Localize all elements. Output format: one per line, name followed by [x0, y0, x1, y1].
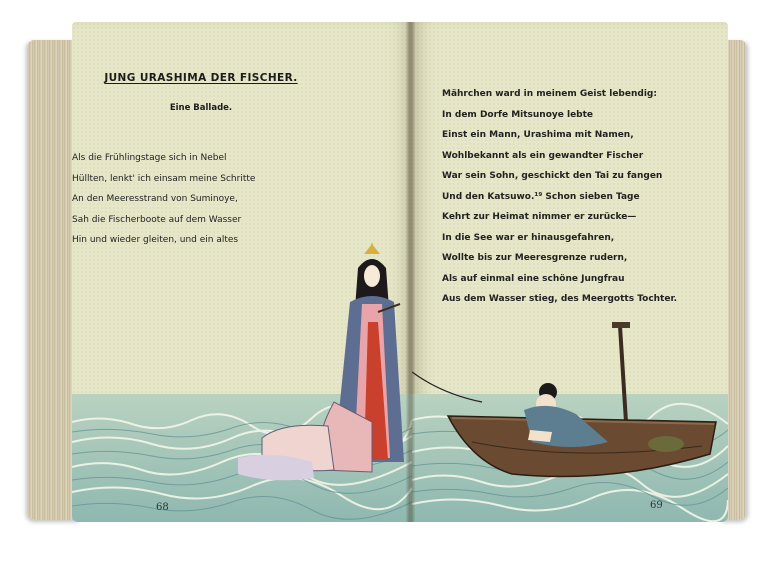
ballad-subtitle: Eine Ballade. — [169, 103, 233, 113]
verse-line: Sah die Fischerboote auf dem Wasser — [72, 214, 242, 225]
verse-line: Wohlbekannt als ein gewandter Fischer — [442, 150, 644, 161]
verse-line: Kehrt zur Heimat nimmer er zurücke— — [442, 212, 637, 222]
verse-line: War sein Sohn, geschickt den Tai zu fangen — [442, 171, 663, 181]
verse-line: Hüllten, lenkt' ich einsam meine Schritte — [72, 173, 256, 184]
verse-line: Als die Frühlingstage sich in Nebel — [72, 153, 227, 163]
verse-line: Einst ein Mann, Urashima mit Namen, — [442, 130, 634, 140]
left-page — [72, 22, 412, 522]
princess-figure — [238, 242, 404, 480]
verse-line: Hin und wieder gleiten, und ein altes — [72, 235, 239, 245]
verse-line: Mährchen ward in meinem Geist lebendig: — [442, 89, 657, 99]
ballad-title: JUNG URASHIMA DER FISCHER. — [104, 72, 298, 84]
left-verse — [72, 148, 255, 251]
right-verse — [442, 84, 677, 310]
verse-line: Aus dem Wasser stieg, des Meergotts Tochter. — [442, 294, 678, 304]
verse-line: In die See war er hinausgefahren, — [442, 232, 615, 243]
verse-line: Und den Katsuwo.¹⁹ Schon sieben Tage — [442, 191, 640, 202]
verse-line: An den Meeresstrand von Suminoye, — [72, 194, 238, 204]
book-gutter — [409, 22, 415, 522]
right-page-number: 69 — [650, 500, 663, 511]
verse-line: Als auf einmal eine schöne Jungfrau — [442, 273, 625, 284]
left-sea-illustration — [72, 22, 412, 522]
left-page-number: 68 — [156, 502, 169, 513]
verse-line: Wollte bis zur Meeresgrenze rudern, — [442, 253, 628, 263]
verse-line: In dem Dorfe Mitsunoye lebte — [442, 109, 594, 120]
